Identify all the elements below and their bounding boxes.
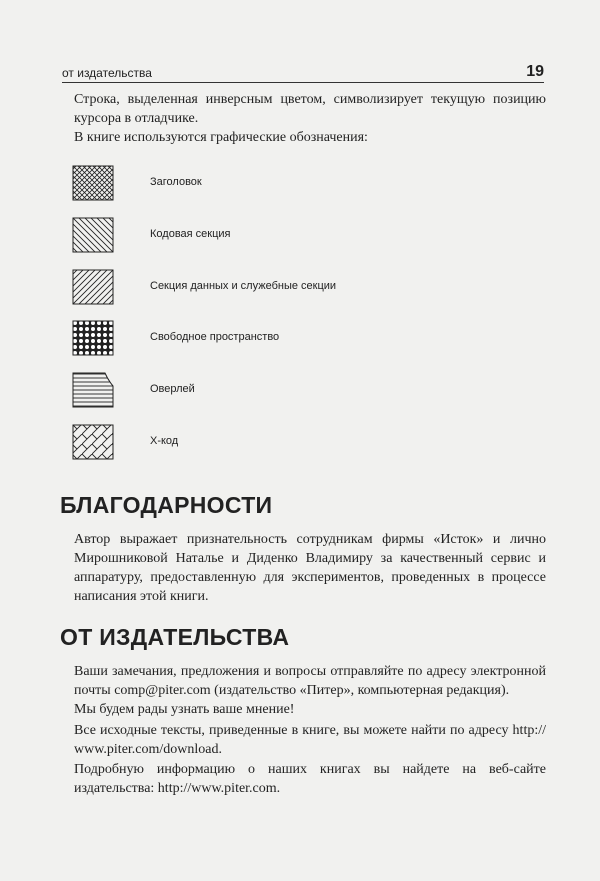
legend-item <box>72 217 472 253</box>
legend-item <box>72 424 472 460</box>
crosshatch-icon <box>72 165 114 201</box>
publisher-paragraph: Подробную информацию о наших книгах вы найдете на веб-сайте издательства: http://www.piter.com. <box>74 762 546 796</box>
section-title: от издательства <box>62 66 152 80</box>
page-number: 19 <box>526 63 544 80</box>
dots-pattern-icon <box>72 320 114 356</box>
running-header <box>62 62 544 83</box>
horizontal-lines-icon <box>72 372 114 408</box>
backslash-hatch-icon <box>72 217 114 253</box>
intro-paragraph: Строка, выделенная инверсным цветом, символизирует текущую позицию курсора в отладчике. <box>74 92 546 126</box>
legend-label: Свободное пространство <box>150 331 280 343</box>
legend-label: Кодовая секция <box>150 228 231 240</box>
legend-item <box>72 372 472 408</box>
publisher-paragraph: Все исходные тексты, приведенные в книге, вы можете найти по адресу http:// www.piter.com/download. <box>74 723 546 757</box>
slash-hatch-icon <box>72 269 114 305</box>
legend-label: Заголовок <box>150 176 202 188</box>
legend-item <box>72 269 472 305</box>
publisher-paragraph: Мы будем рады узнать ваше мнение! <box>74 702 295 717</box>
brick-pattern-icon <box>72 424 114 460</box>
legend-item <box>72 320 472 356</box>
legend-label: Секция данных и служебные секции <box>150 280 337 292</box>
legend-item <box>72 165 472 201</box>
intro-paragraph: В книге используются графические обозначения: <box>74 130 368 145</box>
section-heading-thanks: БЛАГОДАРНОСТИ <box>60 492 273 518</box>
legend-label: Оверлей <box>150 383 195 395</box>
legend-label: X-код <box>150 435 179 447</box>
publisher-paragraph: Ваши замечания, предложения и вопросы отправляйте по адресу электронной почты comp@piter.com (издательство «Питер», компьютерная редакция). <box>74 664 546 698</box>
section-heading-publisher: ОТ ИЗДАТЕЛЬСТВА <box>60 624 290 650</box>
thanks-paragraph: Автор выражает признательность сотрудникам фирмы «Исток» и лично Мирошниковой Наталье и Диденко Владимиру за качественный сервис и аппаратуру, предоставленную для экспериментов, проведенных в процессе написания этой книги. <box>74 532 546 604</box>
